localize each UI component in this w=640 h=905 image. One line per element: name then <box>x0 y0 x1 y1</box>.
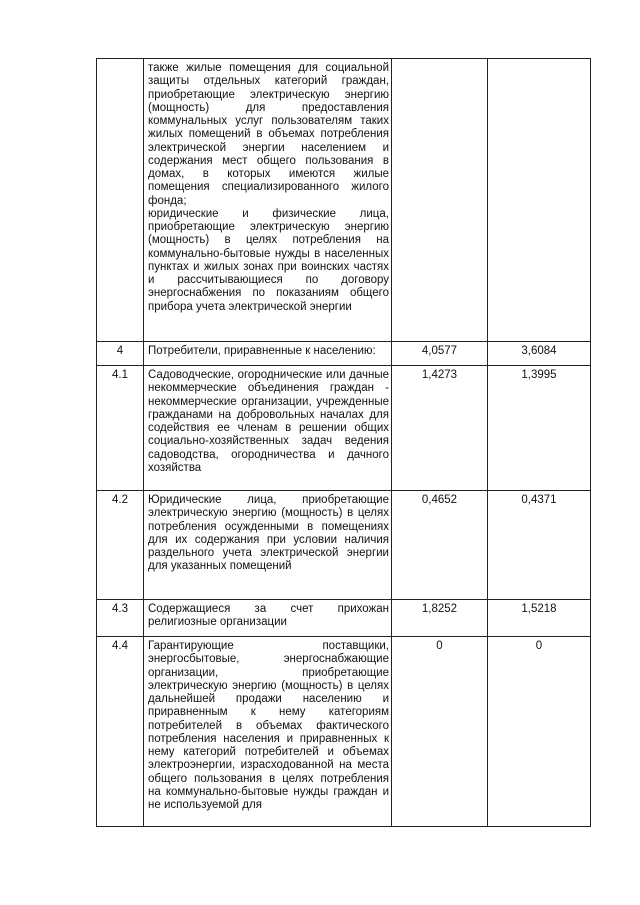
row-value-2: 0,4371 <box>488 491 591 600</box>
description-paragraph: юридические и физические лица, приобретающие электрическую энергию (мощность) в целях потребления на коммунально-бытовые нужды в населенных пунктах и жилых зонах при воинских частях и рассчитывающиеся по договору энергоснабжения по показаниям общего прибора учета электрической энергии <box>148 207 389 313</box>
table-row <box>97 637 591 827</box>
row-description <box>144 59 392 342</box>
description-paragraph: Гарантирующие поставщики, энергосбытовые, энергоснабжающие организации, приобретающие электрическую энергию (мощность) в целях дальнейшей продажи населению и приравненным к нему категориям потребителей в объемах фактического потребления населения и приравненных к нему категорий потребителей и объемах электроэнергии, израсходованной на места общего пользования в целях потребления на коммунально-бытовые нужды граждан и не используемой для <box>148 640 389 811</box>
table-row <box>97 59 591 342</box>
row-value-1: 0,4652 <box>392 491 488 600</box>
row-value-1: 1,4273 <box>392 366 488 491</box>
row-description <box>144 637 392 827</box>
row-description <box>144 342 392 366</box>
row-number: 4 <box>97 342 144 366</box>
row-value-2: 3,6084 <box>488 342 591 366</box>
row-value-2: 1,3995 <box>488 366 591 491</box>
row-value-1: 1,8252 <box>392 600 488 637</box>
row-value-1: 4,0577 <box>392 342 488 366</box>
row-value-2 <box>488 59 591 342</box>
description-paragraph: Содержащиеся за счет прихожан религиозные организации <box>148 603 389 629</box>
row-description <box>144 366 392 491</box>
row-description <box>144 600 392 637</box>
description-paragraph: также жилые помещения для социальной защиты отдельных категорий граждан, приобретающие электрическую энергию (мощность) для предоставления коммунальных услуг пользователям таких жилых помещений в объемах потребления электрической энергии населением и содержания мест общего пользования в домах, в которых имеются жилые помещения специализированного жилого фонда; <box>148 62 389 207</box>
description-paragraph: Юридические лица, приобретающие электрическую энергию (мощность) в целях потребления осужденными в помещениях для их содержания при условии наличия раздельного учета электрической энергии для указанных помещений <box>148 494 389 573</box>
tariff-table <box>96 58 591 827</box>
row-number: 4.1 <box>97 366 144 491</box>
row-number <box>97 59 144 342</box>
table-row <box>97 366 591 491</box>
row-number: 4.3 <box>97 600 144 637</box>
description-paragraph: Садоводческие, огороднические или дачные некоммерческие объединения граждан - некоммерческие организации, учрежденные гражданами на добровольных началах для содействия ее членам в решении общих социально-хозяйственных задач ведения садоводства, огородничества и дачного хозяйства <box>148 369 389 474</box>
table-row <box>97 342 591 366</box>
row-value-1 <box>392 59 488 342</box>
row-description <box>144 491 392 600</box>
row-value-2: 1,5218 <box>488 600 591 637</box>
table-row <box>97 491 591 600</box>
row-number: 4.4 <box>97 637 144 827</box>
description-paragraph: Потребители, приравненные к населению: <box>148 345 376 357</box>
table-row <box>97 600 591 637</box>
row-number: 4.2 <box>97 491 144 600</box>
row-value-2: 0 <box>488 637 591 827</box>
row-value-1: 0 <box>392 637 488 827</box>
